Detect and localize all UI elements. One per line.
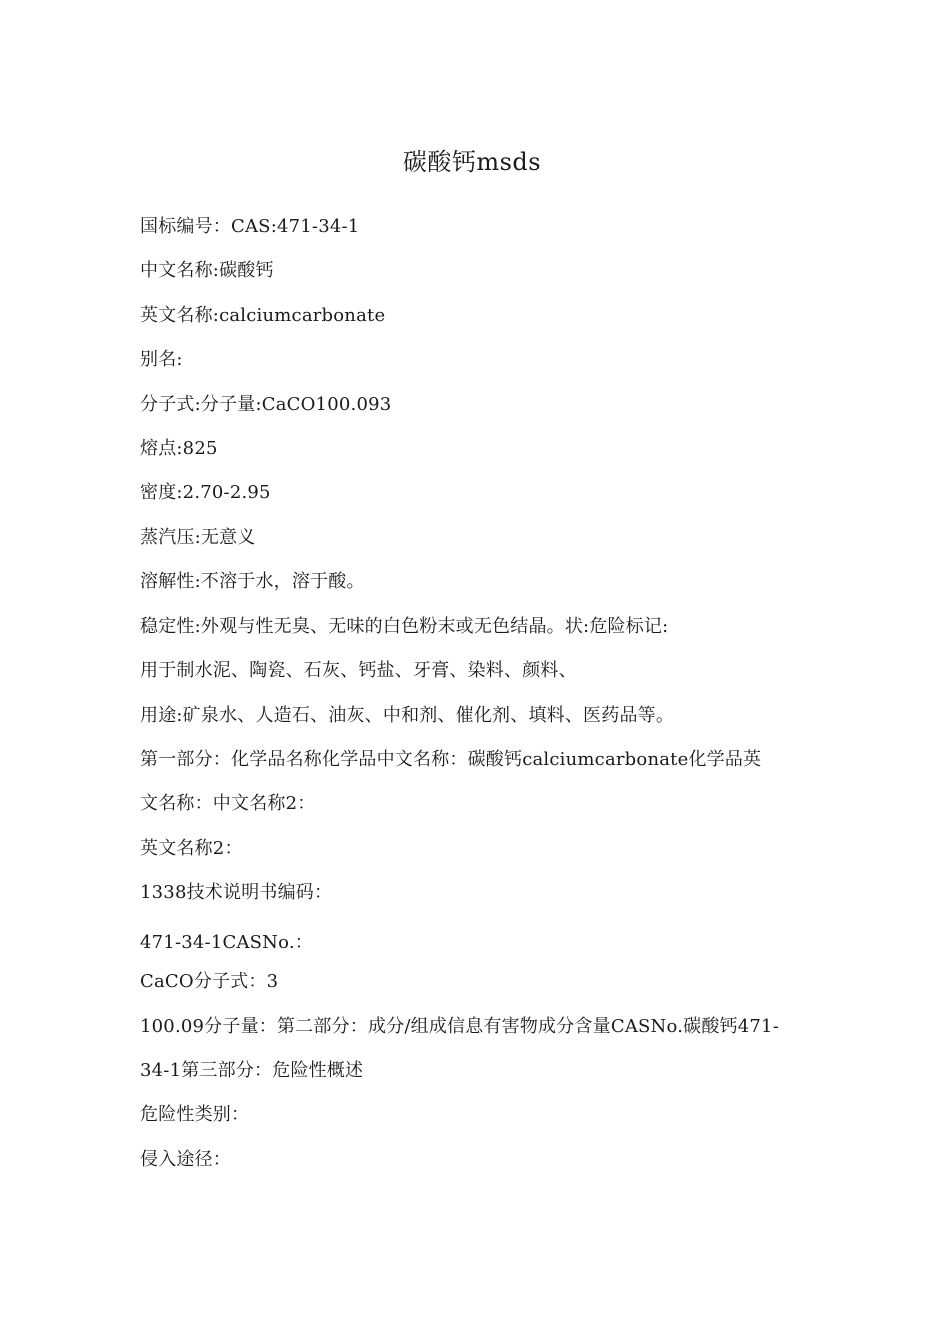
line-cas-no: 471-34-1CASNo.： (140, 932, 313, 953)
line-melting-point: 熔点:825 (140, 438, 218, 459)
line-vapor-pressure: 蒸汽压:无意义 (140, 527, 256, 548)
line-section-2: 100.09分子量：第二部分：成分/组成信息有害物成分含量CASNo.碳酸钙471- (140, 1016, 779, 1037)
line-section-1-cont: 文名称：中文名称2： (140, 793, 316, 814)
line-formula-2: CaCO分子式：3 (140, 971, 279, 992)
line-english-name: 英文名称:calciumcarbonate (140, 305, 386, 326)
line-stability: 稳定性:外观与性无臭、无味的白色粉末或无色结晶。状:危险标记: (140, 616, 669, 637)
line-english-name-2: 英文名称2： (140, 838, 243, 859)
line-hazard-category: 危险性类别： (140, 1104, 250, 1125)
line-exposure-route: 侵入途径： (140, 1149, 231, 1170)
line-density: 密度:2.70-2.95 (140, 482, 271, 503)
document-title: 碳酸钙msds (402, 148, 542, 176)
line-section-1: 第一部分：化学品名称化学品中文名称：碳酸钙calciumcarbonate化学品英 (140, 749, 762, 770)
line-chinese-name: 中文名称:碳酸钙 (140, 260, 274, 281)
line-cas-number: 国标编号：CAS:471-34-1 (140, 216, 360, 237)
line-section-3: 34-1第三部分：危险性概述 (140, 1060, 364, 1081)
line-formula: 分子式:分子量:CaCO100.093 (140, 394, 392, 415)
line-solubility: 溶解性:不溶于水，溶于酸。 (140, 571, 365, 592)
line-uses-1: 用于制水泥、陶瓷、石灰、钙盐、牙膏、染料、颜料、 (140, 660, 577, 681)
line-uses-2: 用途:矿泉水、人造石、油灰、中和剂、催化剂、填料、医药品等。 (140, 705, 675, 726)
line-spec-code: 1338技术说明书编码： (140, 882, 333, 903)
line-alias: 别名: (140, 349, 183, 370)
